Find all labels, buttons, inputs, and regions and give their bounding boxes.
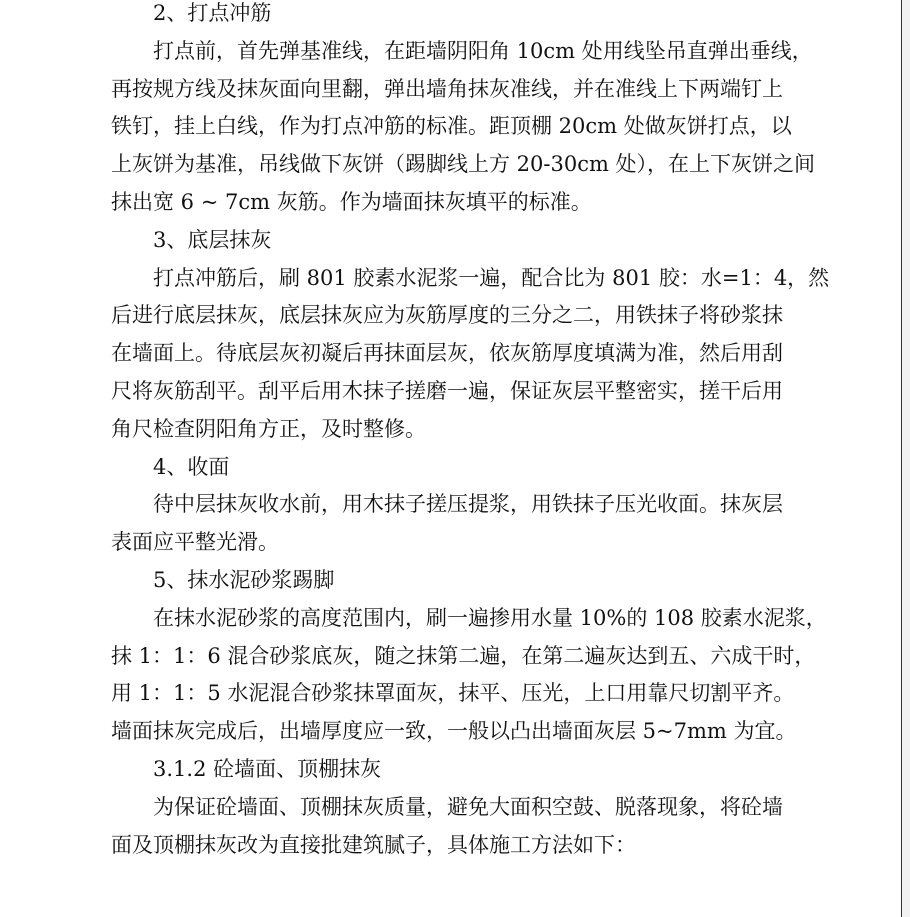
section-heading-3-1-2: 3.1.2 砼墙面、顶棚抹灰 [153, 756, 382, 781]
section-heading-4: 4、收面 [153, 454, 230, 479]
paragraph-line: 角尺检查阴阳角方正，及时整修。 [111, 416, 426, 441]
paragraph-line: 墙面抹灰完成后，出墙厚度应一致，一般以凸出墙面灰层 5~7mm 为宜。 [111, 719, 797, 744]
paragraph-line: 铁钉，挂上白线，作为打点冲筋的标准。距顶棚 20cm 处做灰饼打点，以 [111, 114, 792, 139]
paragraph-line: 面及顶棚抹灰改为直接批建筑腻子，具体施工方法如下： [111, 832, 636, 857]
paragraph-line: 打点前，首先弹基准线，在距墙阴阳角 10cm 处用线坠吊直弹出垂线， [153, 38, 813, 63]
section-heading-2: 2、打点冲筋 [153, 1, 272, 25]
paragraph-line: 为保证砼墙面、顶棚抹灰质量，避免大面积空鼓、脱落现象，将砼墙 [153, 794, 783, 819]
document-body [111, 0, 830, 864]
paragraph-line: 上灰饼为基准，吊线做下灰饼（踢脚线上方 20-30cm 处），在上下灰饼之间 [111, 152, 816, 177]
paragraph-line: 抹 1：1：6 混合砂浆底灰，随之抹第二遍，在第二遍灰达到五、六成干时， [111, 643, 816, 668]
page-gutter [902, 0, 910, 917]
paragraph-line: 用 1：1：5 水泥混合砂浆抹罩面灰，抹平、压光，上口用靠尺切割平齐。 [111, 681, 795, 706]
paragraph-line: 打点冲筋后，刷 801 胶素水泥浆一遍，配合比为 801 胶：水=1：4，然 [153, 265, 830, 290]
paragraph-line: 尺将灰筋刮平。刮平后用木抹子搓磨一遍，保证灰层平整密实，搓干后用 [111, 378, 783, 403]
paragraph-line: 待中层抹灰收水前，用木抹子搓压提浆，用铁抹子压光收面。抹灰层 [153, 492, 783, 517]
paragraph-line: 再按规方线及抹灰面向里翻，弹出墙角抹灰准线，并在准线上下两端钉上 [111, 76, 783, 101]
section-heading-5: 5、抹水泥砂浆踢脚 [153, 567, 335, 592]
paragraph-line: 在墙面上。待底层灰初凝后再抹面层灰，依灰筋厚度填满为准，然后用刮 [111, 341, 783, 366]
paragraph-line: 抹出宽 6 ~ 7cm 灰筋。作为墙面抹灰填平的标准。 [111, 189, 592, 214]
paragraph-line: 后进行底层抹灰，底层抹灰应为灰筋厚度的三分之二，用铁抹子将砂浆抹 [111, 303, 783, 328]
paragraph-line: 在抹水泥砂浆的高度范围内，刷一遍掺用水量 10%的 108 胶素水泥浆， [153, 605, 827, 630]
section-heading-3: 3、底层抹灰 [153, 227, 272, 252]
paragraph-line: 表面应平整光滑。 [111, 530, 279, 555]
